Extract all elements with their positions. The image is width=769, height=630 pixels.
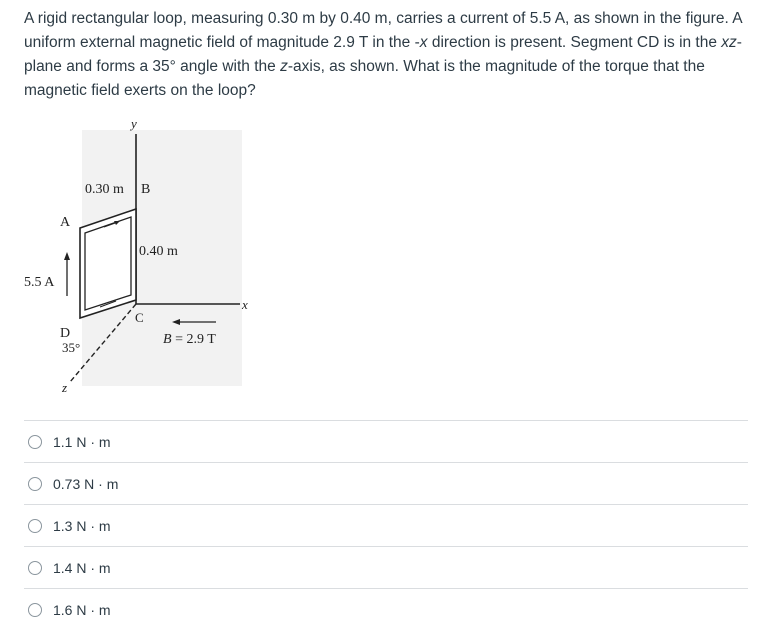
current-label: 5.5 A xyxy=(24,275,55,290)
answer-label: 1.4 N · m xyxy=(53,559,111,576)
answer-option[interactable] xyxy=(24,420,748,462)
current-loop-inner xyxy=(85,217,131,310)
answer-option[interactable] xyxy=(24,462,748,504)
corner-d-label: D xyxy=(60,326,71,341)
loop-figure xyxy=(18,112,268,404)
radio-button[interactable] xyxy=(28,477,42,491)
answer-option[interactable] xyxy=(24,588,748,630)
answer-option[interactable] xyxy=(24,546,748,588)
angle-label: 35° xyxy=(62,340,81,355)
corner-a-label: A xyxy=(60,215,71,230)
answer-list xyxy=(24,420,748,630)
x-axis-label: x xyxy=(242,297,248,312)
z-axis-label: z xyxy=(62,380,68,395)
width-label: 0.30 m xyxy=(85,182,124,197)
field-label: B = 2.9 T xyxy=(163,332,216,347)
corner-b-label: B xyxy=(141,182,151,197)
question-text: A rigid rectangular loop, measuring 0.30 m by 0.40 m, carries a current of 5.5 A, as shown in the figure. A uniform external magnetic field of magnitude 2.9 T in the -x direction is present. Segment CD is in the xz-plane and forms a 35° angle with the z-axis, as shown. What is the magnitude of the torque that the magnetic field exerts on the loop? xyxy=(24,10,742,99)
corner-c-label: C xyxy=(135,310,144,325)
height-label: 0.40 m xyxy=(139,244,178,259)
answer-option[interactable] xyxy=(24,504,748,546)
answer-label: 1.6 N · m xyxy=(53,601,111,618)
radio-button[interactable] xyxy=(28,561,42,575)
answer-label: 1.1 N · m xyxy=(53,433,111,450)
radio-button[interactable] xyxy=(28,603,42,617)
figure-svg xyxy=(18,112,268,404)
y-axis-label: y xyxy=(131,116,137,131)
answer-label: 1.3 N · m xyxy=(53,517,111,534)
radio-button[interactable] xyxy=(28,519,42,533)
radio-button[interactable] xyxy=(28,435,42,449)
current-arrow-head xyxy=(64,252,70,260)
answer-label: 0.73 N · m xyxy=(53,475,119,492)
